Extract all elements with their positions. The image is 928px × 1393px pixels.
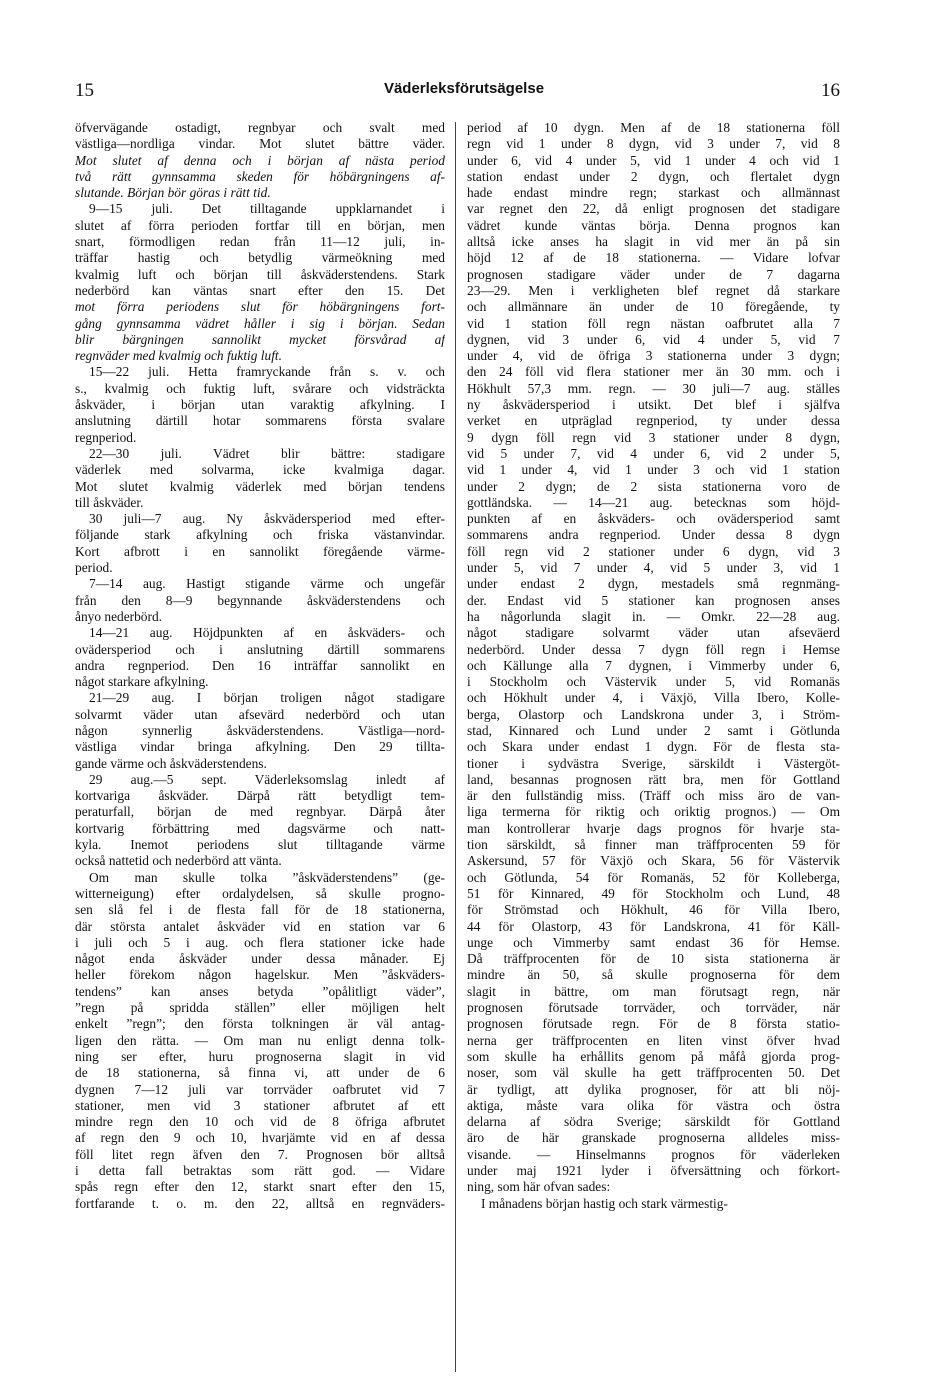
text-line: för Strömstad och Hökhult, 46 för Villa Ibero,	[467, 902, 840, 918]
text-line: andra regnperiod. Den 16 inträffar sannolikt en	[75, 657, 445, 673]
text-line: regn vid 1 under 8 dygn, vid 3 under 7, vid 8	[467, 136, 840, 152]
text-line: i juli och 5 i aug. och flera stationer icke hade	[75, 934, 445, 950]
text-line: under endast 2 dygn, mestadels små regnmäng-	[467, 576, 840, 592]
text-line: någon synnerlig åskväderstendens. Västliga—nord-	[75, 722, 445, 738]
text-line: af regn den 9 och 10, hvarjämte vid en af dessa	[75, 1130, 445, 1146]
right-column	[467, 120, 840, 1212]
text-line: gång gynnsamma vädret håller i sig i början. Sedan	[75, 315, 445, 331]
text-line: Om man skulle tolka ”åskväderstendens” (ge-	[89, 869, 445, 885]
text-line: föll regn vid 2 stationer under 6 dygn, vid 3	[467, 543, 840, 559]
page-number-right: 16	[821, 80, 840, 101]
text-line: under 6, vid 4 under 5, vid 1 under 4 och vid 1	[467, 152, 840, 168]
text-line: visande. — Hinselmanns prognos för väderleken	[467, 1146, 840, 1162]
text-line: till åskväder.	[75, 494, 144, 510]
text-line: vid 1 station föll regn nästan oafbrutet alla 7	[467, 315, 840, 331]
text-line: noser, som väl skulle ha gett träffprocenten 50. Det	[467, 1065, 840, 1081]
text-line: 15—22 juli. Hetta framryckande från s. v. och	[89, 364, 445, 380]
text-line: nederbörd kan väntas snart efter den 15. Det	[75, 282, 445, 298]
text-line: unge och Vimmerby samt endast 36 för Hemse.	[467, 934, 840, 950]
text-line: spås regn efter den 12, starkt snart efter den 15,	[75, 1179, 445, 1195]
text-line: 30 juli—7 aug. Ny åskvädersperiod med efter-	[89, 511, 445, 527]
text-line: från den 8—9 begynnande åskväderstendens och	[75, 592, 445, 608]
text-line: solvarmt väder utan afsevärd nederbörd och utan	[75, 706, 445, 722]
column-divider	[455, 122, 456, 1372]
text-line: vid 1 under 4, vid 1 under 3 och vid 1 station	[467, 462, 840, 478]
text-line: prognosen förutsade regn. För de 8 första statio-	[467, 1016, 840, 1032]
text-line: fortfarande t. o. m. den 22, alltså en regnväders-	[75, 1195, 445, 1211]
text-line: västliga vindar bringa afkylning. Den 29 tillta-	[75, 739, 445, 755]
text-line: ”regn på spridda ställen” eller möjligen helt	[75, 1000, 445, 1016]
text-line: Då träffprocenten för de 10 sista stationerna är	[467, 951, 840, 967]
text-line: dygnen 7—12 juli var torrväder oafbrutet vid 7	[75, 1081, 445, 1097]
text-line: heller förekom någon hagelskur. Men ”åskväders-	[75, 967, 445, 983]
text-line: snart, förmodligen redan från 11—12 juli, in-	[75, 234, 445, 250]
text-line: höjd 12 af de 18 stationerna. — Vidare lofvar	[467, 250, 840, 266]
text-line: ning, som här ofvan sades:	[467, 1179, 611, 1195]
text-line: öfvervägande ostadigt, regnbyar och svalt med	[75, 120, 445, 135]
text-line: ovädersperiod och i anslutning därtill sommarens	[75, 641, 445, 657]
text-line: 14—21 aug. Höjdpunkten af en åskväders- och	[89, 625, 445, 641]
text-line: mindre än 50, så skulle prognoserna för dem	[467, 967, 840, 983]
text-line: station endast under 2 dygn, och flertalet dygn	[467, 168, 840, 184]
text-line: s., kvalmig och fuktig luft, svårare och vidsträckta	[75, 380, 445, 396]
text-line: hade endast mindre regn; starkast och allmännast	[467, 185, 840, 201]
text-line: aktiga, måste vara olika för västra och östra	[467, 1097, 840, 1113]
text-line: som skulle ha erhållits genom på måfå gjorda prog-	[467, 1048, 840, 1064]
text-line: och Götlunda, 54 för Romanäs, 52 för Kolleberga,	[467, 869, 840, 885]
text-line: 22—30 juli. Vädret blir bättre: stadigare	[89, 445, 445, 461]
text-line: 9—15 juli. Det tilltagande uppklarnandet i	[89, 201, 445, 217]
text-line: alltså icke anses ha slagit in vid mer än på sin	[467, 234, 840, 250]
text-line: I månadens början hastig och stark värmestig-	[481, 1195, 728, 1211]
text-line: 51 för Kinnared, 49 för Stockholm och Lund, 48	[467, 885, 840, 901]
text-line: anslutning därtill hotar sommarens första svalare	[75, 413, 445, 429]
text-line: prognosen förutsade torrväder, och torrväder, när	[467, 1000, 840, 1016]
text-line: följande stark afkylning och friska västanvindar.	[75, 527, 445, 543]
text-line: under 5, vid 7 under 4, vid 5 under 3, vid 1	[467, 560, 840, 576]
text-line: vid 5 under 7, vid 4 under 6, vid 2 under 5,	[467, 445, 840, 461]
text-line: något enda åskväder under dessa månader. Ej	[75, 951, 445, 967]
text-line: två rätt gynnsamma skeden för höbärgningens af-	[75, 168, 445, 184]
text-line: Askersund, 57 för Växjö och Skara, 56 för Västervik	[467, 853, 840, 869]
text-line: witterneigung) efter ordalydelsen, så skulle progno-	[75, 885, 445, 901]
text-line: äro de här granskade prognoserna alldeles miss-	[467, 1130, 840, 1146]
text-line: enkelt ”regn”; den första tolkningen är väl antag-	[75, 1016, 445, 1032]
text-line: väderlek med solvarma, icke kvalmiga dagar.	[75, 462, 445, 478]
text-line: nederbörd. Under dessa 7 dygn föll regn i Hemse	[467, 641, 840, 657]
text-line: land, besannas prognosen rätt bra, men för Gottland	[467, 771, 840, 787]
text-line: och Hökhult under 4, i Växjö, Villa Ibero, Kolle-	[467, 690, 840, 706]
text-line: sommarens andra regnperiod. Under dessa 8 dygn	[467, 527, 840, 543]
text-line: mindre regn den 10 och vid de 8 öfriga afbrutet	[75, 1114, 445, 1130]
text-line: och allmännare än under de 10 föregående, ty	[467, 299, 840, 315]
text-line: gottländska. — 14—21 aug. betecknas som höjd-	[467, 494, 840, 510]
text-line: var regnet den 22, då enligt prognosen det stadigare	[467, 201, 840, 217]
text-line: också nattetid och nederbörd att vänta.	[75, 853, 282, 869]
running-title: Väderleksförutsägelse	[383, 80, 545, 97]
text-line: blir bärgningen sannolikt mycket försvårad af	[75, 331, 445, 347]
text-line: under 2 dygn; de 2 sista stationerna voro de	[467, 478, 840, 494]
text-line: verket en utpräglad regnperiod, ty under dessa	[467, 413, 840, 429]
text-line: dygnen, vid 3 under 6, vid 4 under 5, vid 7	[467, 331, 840, 347]
text-line: slagit in bättre, om man förutsagt regn, när	[467, 983, 840, 999]
text-line: kyla. Inemot periodens slut tilltagande värme	[75, 837, 445, 853]
page-number-left: 15	[75, 80, 94, 101]
text-line: kortvarig förbättring med dagsvärme och natt-	[75, 820, 445, 836]
text-line: 29 aug.—5 sept. Väderleksomslag inledt af	[89, 771, 445, 787]
text-line: stationer, men vid 3 stationer afbrutet af ett	[75, 1097, 445, 1113]
text-line: västliga—nordliga vindar. Mot slutet bättre väder.	[75, 136, 445, 152]
text-line: och Skara under endast 1 dygn. För de flesta sta-	[467, 739, 840, 755]
text-line: ny åskvädersperiod i utsikt. Det blef i själfva	[467, 397, 840, 413]
text-line: ligen den rätta. — Om man nu enligt denna tolk-	[75, 1032, 445, 1048]
text-line: 9 dygn föll regn vid 3 stationer under 8 dygn,	[467, 429, 840, 445]
text-line: där största antalet åskväder vid en station var 6	[75, 918, 445, 934]
text-line: gande värme och åskväderstendens.	[75, 755, 267, 771]
text-line: period af 10 dygn. Men af de 18 stationerna föll	[467, 120, 840, 135]
text-line: är den fullständig miss. (Träff och miss äro de van-	[467, 788, 840, 804]
text-line: stad, Kinnared och Lund under 2 samt i Götlunda	[467, 722, 840, 738]
text-line: och Källunge alla 7 dygnen, i Vimmerby under 6,	[467, 657, 840, 673]
text-line: tion särskildt, så finner man träffprocenten 59 för	[467, 837, 840, 853]
text-line: 7—14 aug. Hastigt stigande värme och ungefär	[89, 576, 445, 592]
text-line: slutande. Början bör göras i rätt tid.	[75, 185, 271, 201]
text-line: 23—29. Men i verkligheten blef regnet då starkare	[467, 282, 840, 298]
text-line: den 24 föll vid flera stationer mer än 30 mm. och i	[467, 364, 840, 380]
text-line: tendens” kan anses betyda ”opålitligt väder”,	[75, 983, 445, 999]
text-line: Mot slutet af denna och i början af nästa period	[75, 152, 445, 168]
text-line: period.	[75, 560, 113, 576]
text-line: i Stockholm och Västervik under 5, vid Romanäs	[467, 674, 840, 690]
text-line: i detta fall betraktas som rätt god. — Vidare	[75, 1163, 445, 1178]
text-line: prognosen stadigare väder under de 7 dagarna	[467, 266, 840, 282]
text-line: delarna af södra Sverige; särskildt för Gottland	[467, 1114, 840, 1130]
text-line: regnperiod.	[75, 429, 137, 445]
text-line: föll litet regn äfven den 7. Prognosen bör alltså	[75, 1146, 445, 1162]
text-line: der. Endast vid 5 stationer kan prognosen anses	[467, 592, 840, 608]
text-line: ning ser efter, huru prognoserna slagit in vid	[75, 1048, 445, 1064]
text-line: under maj 1921 lyder i öfversättning och förkort-	[467, 1163, 840, 1178]
text-line: något stadigare solvarmt väder utan afseväerd	[467, 625, 840, 641]
text-line: kortvariga åskväder. Därpå rätt betydligt tem-	[75, 788, 445, 804]
text-line: åskväder, i början utan varaktig afkylning. I	[75, 397, 445, 413]
text-line: Kort afbrott i en sannolikt föregående värme-	[75, 543, 445, 559]
text-line: träffar hastig och betydlig värmeökning med	[75, 250, 445, 266]
text-line: punkten af en åskväders- och ovädersperiod samt	[467, 511, 840, 527]
text-line: nerna ger träffprocenten en liten vinst öfver hvad	[467, 1032, 840, 1048]
text-line: 44 för Olastorp, 43 för Landskrona, 41 för Käll-	[467, 918, 840, 934]
text-line: berga, Olastorp och Landskrona under 3, i Ström-	[467, 706, 840, 722]
text-line: Mot slutet kvalmig väderlek med början tendens	[75, 478, 445, 494]
text-line: under 4, vid de öfriga 3 stationerna under 3 dygn;	[467, 348, 840, 364]
text-line: ånyo nederbörd.	[75, 608, 163, 624]
text-line: kvalmig luft och början till åskväderstendens. Stark	[75, 266, 445, 282]
text-line: sen slå fel i de flesta fall för de 18 stationerna,	[75, 902, 445, 918]
text-line: regnväder med kvalmig och fuktig luft.	[75, 348, 283, 364]
text-line: de 18 stationerna, så finna vi, att under de 6	[75, 1065, 445, 1081]
page-header	[0, 80, 928, 104]
text-line: något starkare afkylning.	[75, 674, 209, 690]
text-line: mot förra periodens slut för höbärgningens fort-	[75, 299, 445, 315]
text-line: liga termerna för riktig och oriktig prognos.) — Om	[467, 804, 840, 820]
text-line: Hökhult 57,3 mm. regn. — 30 juli—7 aug. ställes	[467, 380, 840, 396]
text-line: man kontrollerar hvarje dags prognos för hvarje sta-	[467, 820, 840, 836]
left-column	[75, 120, 445, 1212]
text-line: ha någorlunda slagit in. — Omkr. 22—28 aug.	[467, 608, 840, 624]
text-line: är tydligt, att dylika prognoser, för att bli nöj-	[467, 1081, 840, 1097]
text-line: 21—29 aug. I början troligen något stadigare	[89, 690, 445, 706]
text-line: peraturfall, början de med regnbyar. Därpå åter	[75, 804, 445, 820]
text-line: vädret kunde väntas börja. Denna prognos kan	[467, 217, 840, 233]
text-line: slutet af förra perioden fortfar till en början, men	[75, 217, 445, 233]
text-line: tioner i sydvästra Sverige, särskildt i Västergöt-	[467, 755, 840, 771]
